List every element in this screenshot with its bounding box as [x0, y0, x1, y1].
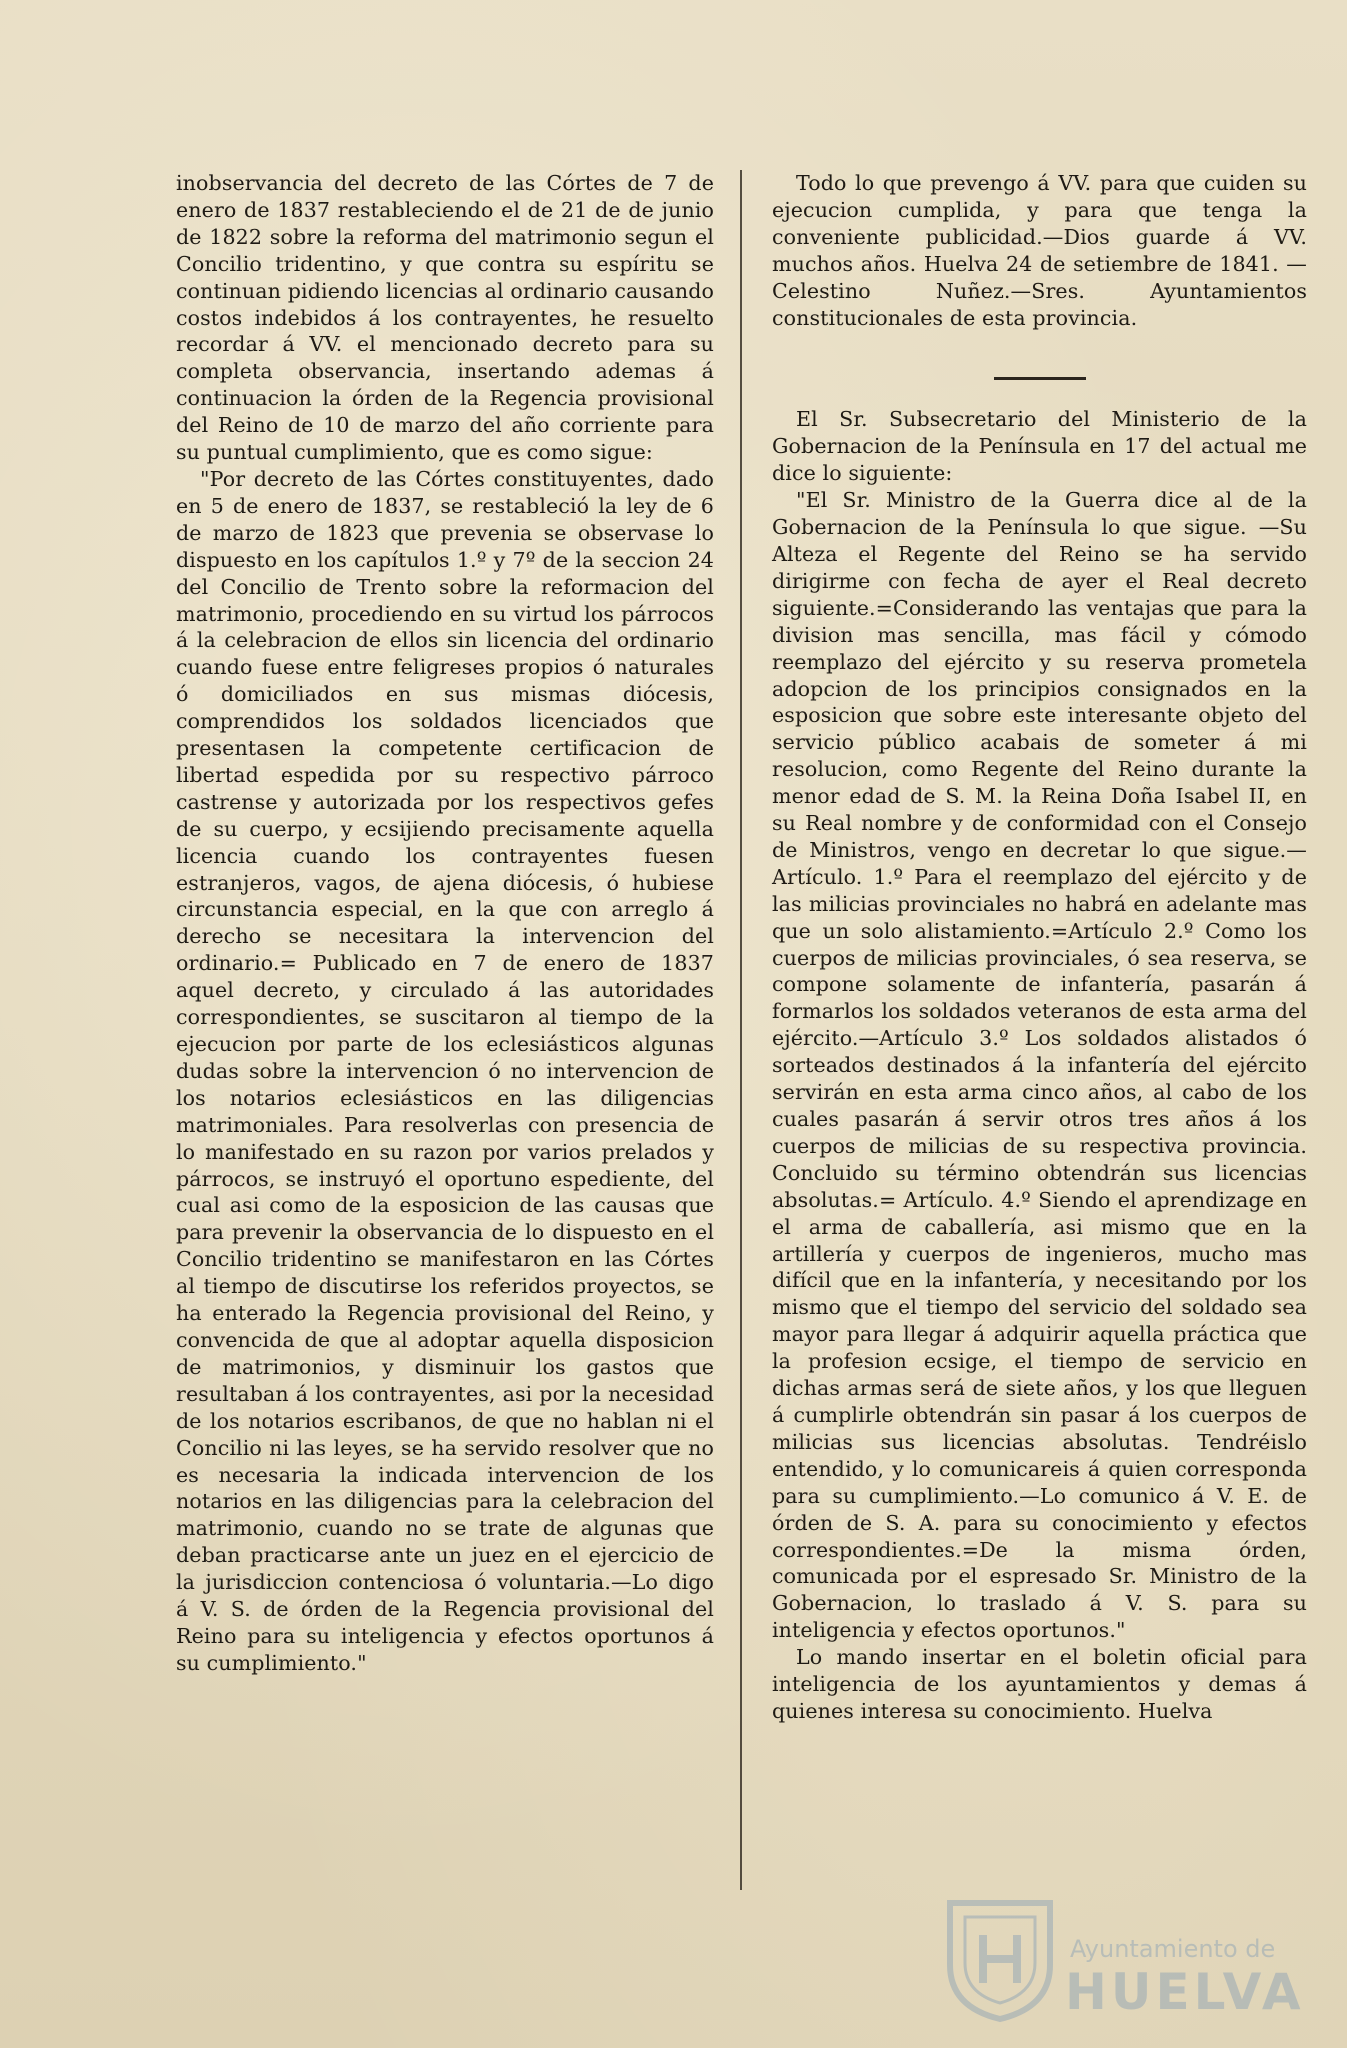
- right-paragraph-2: El Sr. Subsecretario del Ministerio de la Gobernacion de la Península en 17 del actual me dice lo siguiente:: [772, 407, 1307, 486]
- left-paragraph-1: inobservancia del decreto de las Córtes de 7 de enero de 1837 restableciendo el de 21 de de junio de 1822 sobre la reforma del matrimonio segun el Concilio tridentino, y que contra su espíritu se continuan pidiendo licencias al ordinario causando costos indebidos á los contrayentes, he resuelto recordar á VV. el mencionado decreto para su completa observancia, insertando ademas á continuacion la órden de la Regencia provisional del Reino de 10 de marzo del año corriente para su puntual cumplimiento, que es como sigue:: [176, 171, 714, 465]
- right-paragraph-1: Todo lo que prevengo á VV. para que cuiden su ejecucion cumplida, y para que tenga la conveniente publicidad.—Dios guarde á VV. muchos años. Huelva 24 de setiembre de 1841. —Celestino Nuñez.—Sres. Ayuntamientos constitucionales de esta provincia.: [772, 171, 1307, 330]
- shield-icon: [935, 1895, 1065, 2025]
- watermark-line-2: HUELVA: [1065, 1963, 1305, 2021]
- section-separator: [994, 377, 1086, 380]
- left-column: [176, 170, 714, 1677]
- right-column: [772, 170, 1307, 1725]
- watermark-line-1: Ayuntamiento de: [1070, 1935, 1276, 1963]
- right-paragraph-3: "El Sr. Ministro de la Guerra dice al de la Gobernacion de la Península lo que sigue. —Su Alteza el Regente del Reino se ha servido dirigirme con fecha de ayer el Real decreto siguiente.=Considerando las ventajas que para la division mas sencilla, mas fácil y cómodo reemplazo del ejército y su reserva prometela adopcion de los principios consignados en la esposicion que sobre este interesante objeto del servicio público acabais de someter á mi resolucion, como Regente del Reino durante la menor edad de S. M. la Reina Doña Isabel II, en su Real nombre y de conformidad con el Consejo de Ministros, vengo en decretar lo que sigue.—Artículo. 1.º Para el reemplazo del ejército y de las milicias provinciales no habrá en adelante mas que un solo alistamiento.=Artículo 2.º Como los cuerpos de milicias provinciales, ó sea reserva, se compone solamente de infantería, pasarán á formarlos los soldados veteranos de esta arma del ejército.—Artículo 3.º Los soldados alistados ó sorteados destinados á la infantería del ejército servirán en esta arma cinco años, al cabo de los cuales pasarán á servir otros tres años á los cuerpos de milicias de su respectiva provincia. Concluido su término obtendrán sus licencias absolutas.= Artículo. 4.º Siendo el aprendizage en el arma de caballería, asi mismo que en la artillería y cuerpos de ingenieros, mucho mas difícil que en la infantería, y necesitando por los mismo que el tiempo del servicio del soldado sea mayor para llegar á adquirir aquella práctica que la profesion ecsige, el tiempo de servicio en dichas armas será de siete años, y los que lleguen á cumplirle obtendrán sin pasar á los cuerpos de milicias sus licencias absolutas. Tendréislo entendido, y lo comunicareis á quien corresponda para su cumplimiento.—Lo comunico á V. E. de órden de S. A. para su conocimiento y efectos correspondientes.=De la misma órden, comunicada por el espresado Sr. Ministro de la Gobernacion, lo traslado á V. S. para su inteligencia y efectos oportunos.": [772, 488, 1307, 1643]
- right-paragraph-4: Lo mando insertar en el boletin oficial para inteligencia de los ayuntamientos y demas á quienes interesa su conocimiento. Huelva: [772, 1645, 1307, 1723]
- left-paragraph-2: "Por decreto de las Córtes constituyentes, dado en 5 de enero de 1837, se restableció la ley de 6 de marzo de 1823 que prevenia se observase lo dispuesto en los capítulos 1.º y 7º de la seccion 24 del Concilio de Trento sobre la reformacion del matrimonio, procediendo en su virtud los párrocos á la celebracion de ellos sin licencia del ordinario cuando fuese entre feligreses propios ó naturales ó domiciliados en sus mismas diócesis, comprendidos los soldados licenciados que presentasen la competente certificacion de libertad espedida por su respectivo párroco castrense y autorizada por los respectivos gefes de su cuerpo, y ecsijiendo precisamente aquella licencia cuando los contrayentes fuesen estranjeros, vagos, de ajena diócesis, ó hubiese circunstancia especial, en la que con arreglo á derecho se necesitara la intervencion del ordinario.= Publicado en 7 de enero de 1837 aquel decreto, y circulado á las autoridades correspondientes, se suscitaron al tiempo de la ejecucion por parte de los eclesiásticos algunas dudas sobre la intervencion ó no intervencion de los notarios eclesiásticos en las diligencias matrimoniales. Para resolverlas con presencia de lo manifestado en su razon por varios prelados y párrocos, se instruyó el oportuno espediente, del cual asi como de la esposicion de las causas que para prevenir la observancia de lo dispuesto en el Concilio tridentino se manifestaron en las Córtes al tiempo de discutirse los referidos proyectos, se ha enterado la Regencia provisional del Reino, y convencida de que al adoptar aquella disposicion de matrimonios, y disminuir los gastos que resultaban á los contrayentes, asi por la necesidad de los notarios escribanos, de que no hablan ni el Concilio ni las leyes, se ha servido resolver que no es necesaria la indicada intervencion de los notarios en las diligencias para la celebracion del matrimonio, cuando no se trate de algunas que deban practicarse ante un juez en el ejercicio de la jurisdiccion contenciosa ó voluntaria.—Lo digo á V. S. de órden de la Regencia provisional del Reino para su inteligencia y efectos oportunos á su cumplimiento.": [176, 466, 714, 1675]
- column-divider: [740, 170, 742, 1890]
- archive-watermark: [935, 1895, 1305, 2025]
